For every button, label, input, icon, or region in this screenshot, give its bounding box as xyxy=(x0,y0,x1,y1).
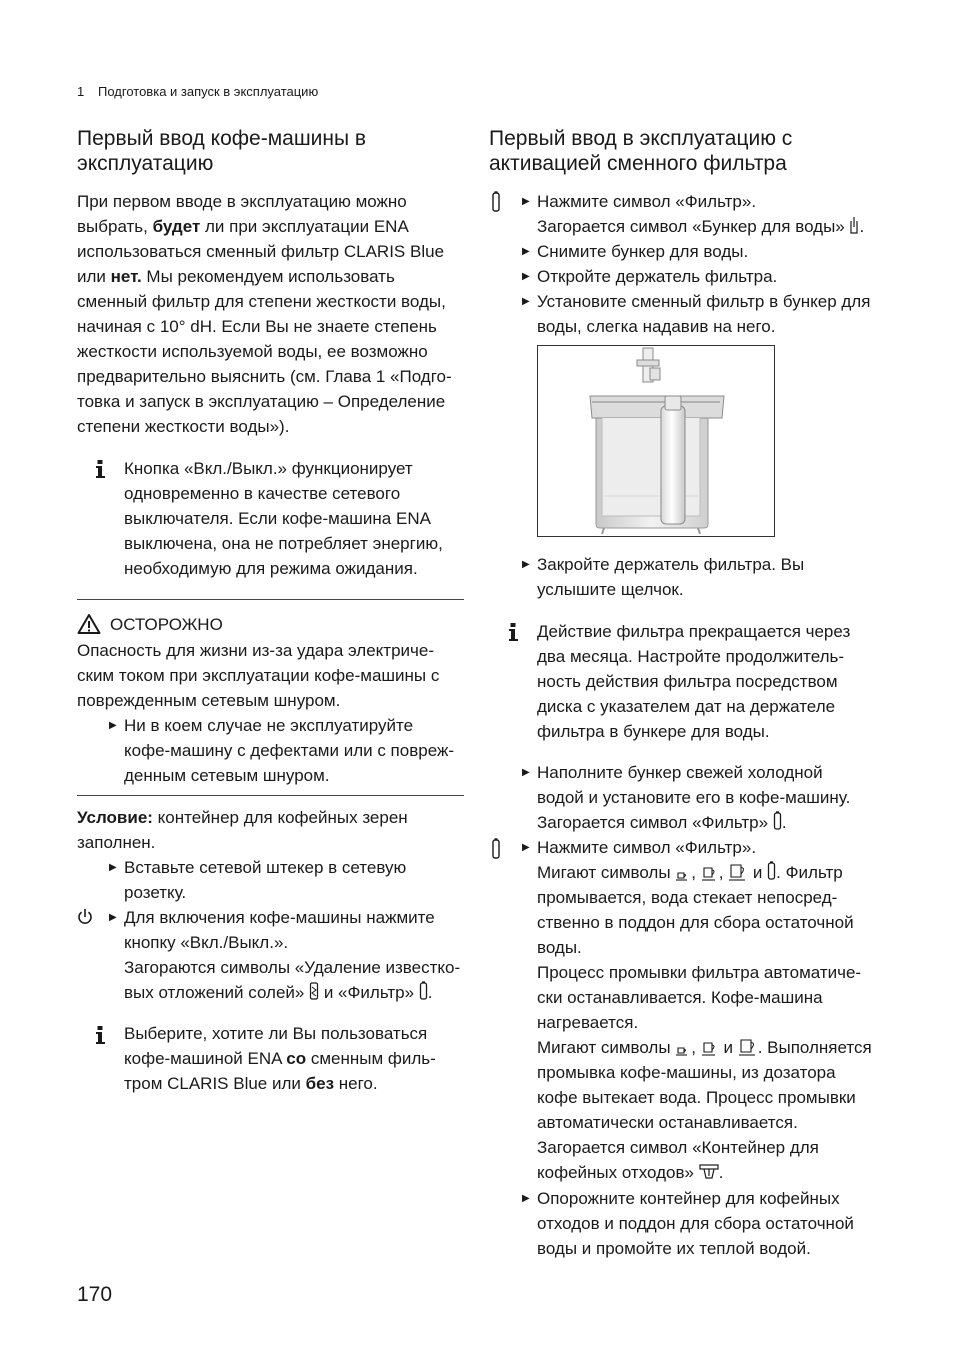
text-line: выбрать, будет ли при эксплуатации ENA xyxy=(77,217,409,236)
text-line: водой и установите его в кофе-машину. xyxy=(537,788,851,807)
text-line: Для включения кофе-машины нажмите xyxy=(124,908,435,927)
text-line: Выберите, хотите ли Вы пользоваться xyxy=(124,1024,428,1043)
step-arrow-icon: ▶ xyxy=(522,842,530,853)
chapter-number: 1 xyxy=(77,84,85,99)
text-line: нагревается. xyxy=(537,1013,639,1032)
text-line: автоматически останавливается. xyxy=(537,1113,798,1132)
step-arrow-icon: ▶ xyxy=(522,246,530,257)
text-line: ским током при эксплуатации кофе-машины с xyxy=(77,666,440,685)
running-header xyxy=(77,84,318,99)
step-arrow-icon: ▶ xyxy=(522,559,530,570)
text-line: Процесс промывки фильтра автоматиче- xyxy=(537,963,862,982)
text-line: Опорожните контейнер для кофейных xyxy=(537,1189,840,1208)
text-line: кофейных отходов» . xyxy=(537,1160,872,1185)
chapter-title: Подготовка и запуск в эксплуатацию xyxy=(98,84,319,99)
text-line: ственно в поддон для сбора остаточной xyxy=(537,913,854,932)
text-line: одновременно в качестве сетевого xyxy=(124,484,401,503)
text-line: поврежденным сетевым шнуром. xyxy=(77,691,341,710)
coffee-grounds-container-icon xyxy=(699,1163,719,1188)
water-tank-icon xyxy=(849,215,859,242)
descaling-icon xyxy=(309,981,319,1008)
text-line: Действие фильтра прекращается через xyxy=(537,622,851,641)
text-line: сменный фильтр для степени жесткости воды, xyxy=(77,292,446,311)
step-remove-tank xyxy=(537,239,748,264)
text-line: Загорается символ «Бункер для воды» . xyxy=(537,214,864,239)
info-note-power-button xyxy=(124,456,443,581)
text-line: ски останавливается. Кофе-машина xyxy=(537,988,823,1007)
step-press-filter xyxy=(537,189,864,239)
intro-paragraph xyxy=(77,189,452,439)
text-line: предварительно выяснить (см. Глава 1 «Подго- xyxy=(77,367,452,386)
text-line: вых отложений солей» и «Фильтр» . xyxy=(124,980,460,1005)
step-arrow-icon: ▶ xyxy=(522,767,530,778)
text-line: Откройте держатель фильтра. xyxy=(537,267,778,286)
text-line: Наполните бункер свежей холодной xyxy=(537,763,823,782)
text-line: заполнен. xyxy=(77,833,156,852)
text-line: Снимите бункер для воды. xyxy=(537,242,749,261)
step-arrow-icon: ▶ xyxy=(522,296,530,307)
text-line: диска с указателем дат на держателе xyxy=(537,697,836,716)
text-line: воды. xyxy=(537,938,582,957)
info-note-filter-duration xyxy=(537,619,850,744)
right-heading: Первый ввод в эксплуатацию с активацией сменного фильтра xyxy=(489,127,793,175)
divider-top xyxy=(77,599,464,600)
text-line: фильтра в бункере для воды. xyxy=(537,722,770,741)
water-tank-illustration xyxy=(537,345,775,537)
left-heading: Первый ввод кофе-машины в эксплуатацию xyxy=(77,127,367,175)
text-line: или нет. Мы рекомендуем использовать xyxy=(77,267,395,286)
text-line: степени жесткости воды»). xyxy=(77,417,290,436)
text-line: выключателя. Если кофе-машина ENA xyxy=(124,509,431,528)
text-line: жесткости используемой воды, ее возможно xyxy=(77,342,428,361)
filter-symbol-icon xyxy=(767,861,776,888)
step-open-holder xyxy=(537,264,777,289)
emphasis: без xyxy=(305,1074,335,1093)
text-line: промывка кофе-машины, из дозатора xyxy=(537,1063,836,1082)
emphasis: будет xyxy=(152,217,201,236)
text-line: воды, слегка надавив на него. xyxy=(537,317,776,336)
text-line: Загораются символы «Удаление известко- xyxy=(124,958,461,977)
text-line: Нажмите символ «Фильтр». xyxy=(537,838,757,857)
step-arrow-icon: ▶ xyxy=(522,1193,530,1204)
divider-bottom xyxy=(77,795,464,796)
text-line: розетку. xyxy=(124,883,187,902)
condition-text xyxy=(77,805,408,855)
step-empty-container xyxy=(537,1186,854,1261)
step-insert-filter xyxy=(537,289,870,339)
text-line: отходов и поддон для сбора остаточной xyxy=(537,1214,854,1233)
text-line: При первом вводе в эксплуатацию можно xyxy=(77,192,407,211)
warning-triangle-icon xyxy=(77,613,101,640)
text-line: Нажмите символ «Фильтр». xyxy=(537,192,757,211)
filter-symbol-icon xyxy=(773,811,782,838)
text-line: Загорается символ «Фильтр» . xyxy=(537,810,850,835)
text-line: денным сетевым шнуром. xyxy=(124,766,330,785)
emphasis: Условие: xyxy=(77,808,153,827)
text-line: промывается, вода стекает непосред- xyxy=(537,888,838,907)
text-line: Загорается символ «Контейнер для xyxy=(537,1138,819,1157)
text-line: начиная с 10° dH. Если Вы не знаете степень xyxy=(77,317,437,336)
page-number: 170 xyxy=(77,1283,113,1306)
info-note-filter-choice xyxy=(124,1021,436,1096)
step-arrow-icon: ▶ xyxy=(522,196,530,207)
text-line: Вставьте сетевой штекер в сетевую xyxy=(124,858,407,877)
step-plug-in xyxy=(124,855,406,905)
info-icon xyxy=(94,458,106,485)
filter-symbol-icon xyxy=(419,981,428,1008)
text-line: Ни в коем случае не эксплуатируйте xyxy=(124,716,414,735)
text-line: необходимую для режима ожидания. xyxy=(124,559,418,578)
info-icon xyxy=(507,621,519,648)
text-line: ность действия фильтра посредством xyxy=(537,672,838,691)
text-line: Кнопка «Вкл./Выкл.» функционирует xyxy=(124,459,413,478)
text-line: Условие: контейнер для кофейных зерен xyxy=(77,808,408,827)
text-line: кофе вытекает вода. Процесс промывки xyxy=(537,1088,856,1107)
step-close-holder xyxy=(537,552,804,602)
text-line: Опасность для жизни из-за удара электриче- xyxy=(77,641,435,660)
text-line: использоваться сменный фильтр CLARIS Blue xyxy=(77,242,445,261)
step-arrow-icon: ▶ xyxy=(109,720,117,731)
emphasis: нет. xyxy=(110,267,142,286)
text-line: тром CLARIS Blue или без него. xyxy=(124,1074,378,1093)
text-line: воды и промойте их теплой водой. xyxy=(537,1239,811,1258)
text-line: услышите щелчок. xyxy=(537,580,684,599)
text-line: кофе-машину с дефектами или с повреж- xyxy=(124,741,454,760)
step-fill-tank xyxy=(537,760,850,835)
text-line: Мигают символы , , и . Фильтр xyxy=(537,860,872,885)
text-line: два месяца. Настройте продолжитель- xyxy=(537,647,845,666)
text-line: Мигают символы , и . Выполняется xyxy=(537,1035,872,1060)
filter-symbol-icon xyxy=(491,191,501,218)
step-power-on xyxy=(124,905,460,1005)
warning-title: ОСТОРОЖНО xyxy=(110,615,223,634)
warning-step xyxy=(124,713,454,788)
text-line: Установите сменный фильтр в бункер для xyxy=(537,292,871,311)
info-icon xyxy=(94,1024,106,1051)
step-arrow-icon: ▶ xyxy=(522,271,530,282)
text-line: кофе-машиной ENA со сменным филь- xyxy=(124,1049,436,1068)
filter-symbol-icon xyxy=(491,838,501,865)
text-line: кнопку «Вкл./Выкл.». xyxy=(124,933,289,952)
text-line: Закройте держатель фильтра. Вы xyxy=(537,555,805,574)
step-arrow-icon: ▶ xyxy=(109,862,117,873)
text-line: товка и запуск в эксплуатацию – Определение xyxy=(77,392,446,411)
step-arrow-icon: ▶ xyxy=(109,912,117,923)
power-icon xyxy=(77,908,93,931)
step-rinse xyxy=(537,835,872,1185)
warning-text xyxy=(77,638,439,713)
emphasis: со xyxy=(286,1049,307,1068)
text-line: выключена, она не потребляет энергию, xyxy=(124,534,443,553)
